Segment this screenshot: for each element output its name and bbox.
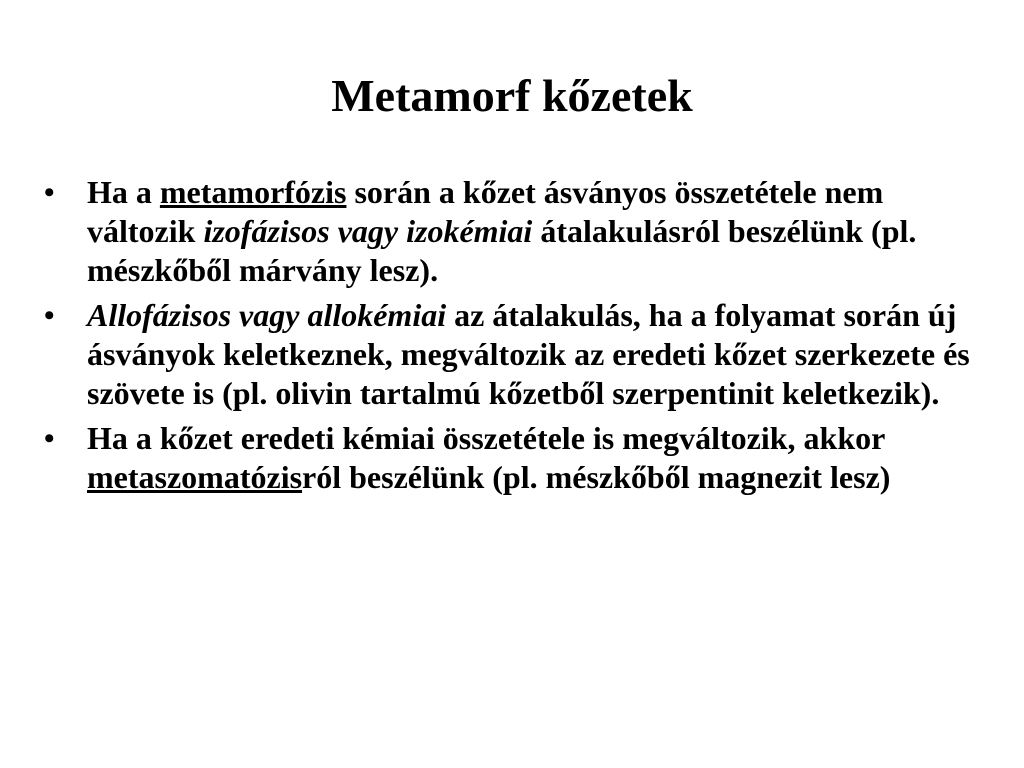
slide-title: Metamorf kőzetek <box>331 70 693 121</box>
metamorfozis-link[interactable]: metamorfózis <box>159 174 347 210</box>
bullet-dot-icon: • <box>44 299 55 332</box>
bullet-2-text: az átalakulás, ha a folyamat során új ásványok keletkeznek, megváltozik az eredeti kőzet szerkezete és szövete is (pl. olivin tartalmú kőzetből szerpentinit keletkezik). <box>87 297 970 411</box>
bullet-1-emphasis: izofázisos vagy izokémiai <box>203 213 533 249</box>
bullet-list <box>0 173 1024 503</box>
bullet-item-3 <box>0 419 1024 497</box>
bullet-3-text-end: ról beszélünk (pl. mészkőből magnezit lesz) <box>302 459 891 495</box>
bullet-dot-icon: • <box>44 176 55 209</box>
bullet-dot-icon: • <box>44 422 55 455</box>
bullet-2-emphasis: Allofázisos vagy allokémiai <box>87 297 447 333</box>
bullet-1-text-middle: során a kőzet ásványos összetétele nem változik <box>87 174 884 249</box>
bullet-1-text-end: átalakulásról beszélünk (pl. mészkőből márvány lesz). <box>87 213 917 288</box>
bullet-3-text-start: Ha a kőzet eredeti kémiai összetétele is megváltozik, akkor <box>87 420 885 456</box>
bullet-1-text-start: Ha a <box>87 174 160 210</box>
bullet-item-1 <box>0 173 1024 290</box>
metaszomatozis-link[interactable]: metaszomatózis <box>87 459 303 495</box>
bullet-item-2 <box>0 296 1024 413</box>
